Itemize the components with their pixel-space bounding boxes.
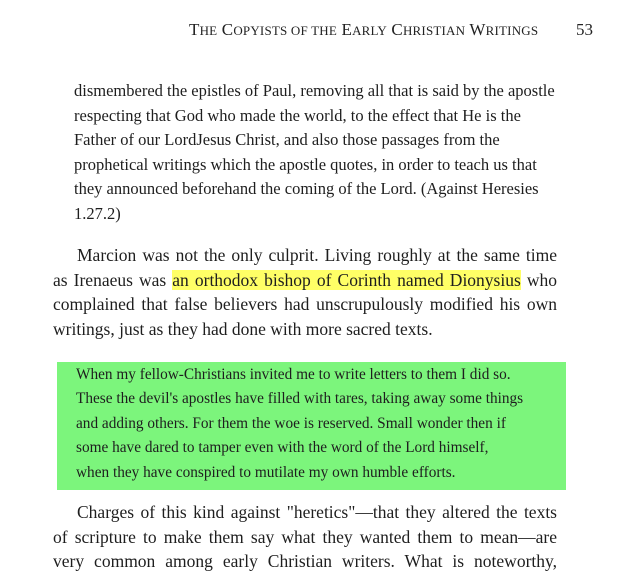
block-quote-irenaeus bbox=[74, 79, 574, 227]
paragraph-line: writings, just as they had done with more sacred texts. bbox=[53, 318, 433, 339]
quote-line: Father of our LordJesus Christ, and also those passages from the bbox=[74, 130, 500, 150]
paragraph-line bbox=[53, 268, 557, 293]
quote-line: and adding others. For them the woe is reserved. Small wonder then if bbox=[76, 414, 506, 432]
paragraph-line: Charges of this kind against "heretics"—that they altered the texts bbox=[77, 502, 557, 522]
text-run: who bbox=[520, 269, 558, 290]
running-title: THE COPYISTS OF THE EARLY CHRISTIAN WRITINGS bbox=[189, 20, 539, 39]
quote-line: prophetical writings which the apostle quotes, in order to teach us that bbox=[74, 154, 537, 174]
quote-line: some have dared to tamper even with the word of the Lord himself, bbox=[76, 439, 489, 457]
running-header bbox=[0, 20, 642, 44]
paragraph-charges bbox=[53, 500, 557, 574]
paragraph-line: Marcion was not the only culprit. Living roughly at the same time bbox=[77, 245, 557, 265]
quote-line: When my fellow-Christians invited me to write letters to them I did so. bbox=[76, 366, 511, 383]
paragraph-line: complained that false believers had unscrupulously modified his own bbox=[53, 294, 557, 314]
quote-line: respecting that God who made the world, to the effect that He is the bbox=[74, 105, 521, 125]
block-quote-dionysius bbox=[76, 363, 566, 485]
quote-line: 1.27.2) bbox=[74, 203, 121, 223]
paragraph-marcion bbox=[53, 243, 557, 341]
quote-line: when they have conspired to mutilate my own humble efforts. bbox=[76, 463, 456, 481]
text-run: as Irenaeus was bbox=[53, 269, 173, 290]
quote-line: dismembered the epistles of Paul, removing all that is said by the apostle bbox=[74, 81, 555, 100]
quote-line: These the devil's apostles have filled with tares, taking away some things bbox=[76, 390, 524, 408]
paragraph-line: of scripture to make them say what they wanted them to mean—are bbox=[53, 526, 557, 547]
highlighted-text: an orthodox bishop of Corinth named Dionysius bbox=[172, 269, 521, 290]
paragraph-line: very common among early Christian writers. What is noteworthy, bbox=[53, 551, 557, 571]
page-number: 53 bbox=[576, 20, 593, 39]
quote-line: they announced beforehand the coming of the Lord. (Against Heresies bbox=[74, 179, 539, 199]
